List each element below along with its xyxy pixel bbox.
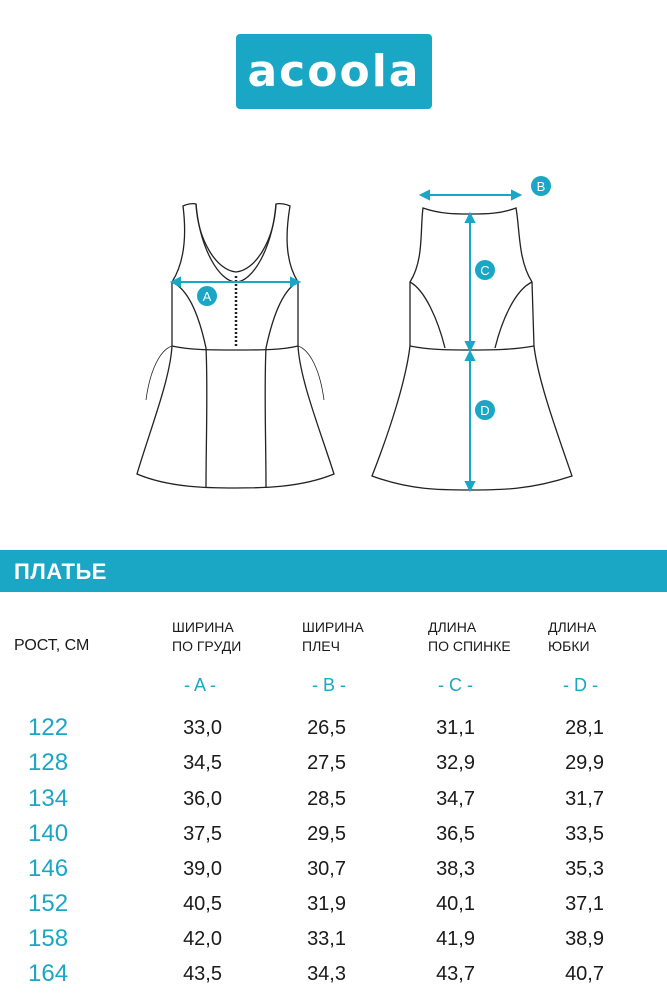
column-letter-b: - B - xyxy=(312,675,346,695)
cell-a: 40,5 xyxy=(183,893,222,915)
column-header-d xyxy=(548,618,596,656)
column-header-c xyxy=(428,618,511,656)
column-header-a xyxy=(172,618,241,656)
cell-d: 29,9 xyxy=(565,752,604,774)
marker-c xyxy=(475,260,495,280)
row-height: 152 xyxy=(28,890,69,917)
front-waist-seam xyxy=(172,346,298,350)
cell-a: 33,0 xyxy=(183,717,222,739)
cell-b: 26,5 xyxy=(307,717,346,739)
cell-a: 37,5 xyxy=(183,823,222,845)
row-height: 146 xyxy=(28,855,69,882)
svg-text:D: D xyxy=(480,403,490,418)
cell-c: 32,9 xyxy=(436,752,475,774)
cell-d: 31,7 xyxy=(565,788,604,810)
back-side-left xyxy=(410,282,445,348)
cell-a: 42,0 xyxy=(183,928,222,950)
cell-b: 28,5 xyxy=(307,788,346,810)
column-header-a-line1: ШИРИНА xyxy=(172,619,234,635)
front-neckline-inner xyxy=(196,204,276,272)
cell-c: 40,1 xyxy=(436,893,475,915)
cell-c: 34,7 xyxy=(436,788,475,810)
cell-d: 38,9 xyxy=(565,928,604,950)
cell-c: 36,5 xyxy=(436,823,475,845)
row-header-height: РОСТ, СМ xyxy=(14,637,90,654)
column-header-b xyxy=(302,618,364,656)
table-row xyxy=(0,890,667,924)
svg-text:A: A xyxy=(202,289,212,304)
column-header-a-line2: ПО ГРУДИ xyxy=(172,638,242,654)
column-header-d-line1: ДЛИНА xyxy=(548,619,597,635)
column-header-b-line2: ПЛЕЧ xyxy=(302,638,340,654)
back-side-right xyxy=(495,282,532,348)
page-title: ПЛАТЬЕ xyxy=(14,559,107,584)
front-panel-left xyxy=(172,282,207,488)
back-dress-outline xyxy=(372,208,572,490)
cell-d: 35,3 xyxy=(565,858,604,880)
row-height: 122 xyxy=(28,714,69,741)
row-height: 164 xyxy=(28,960,69,987)
marker-b xyxy=(531,176,551,196)
dress-diagram xyxy=(0,170,667,500)
cell-a: 39,0 xyxy=(183,858,222,880)
row-height: 158 xyxy=(28,925,69,952)
column-header-c-line1: ДЛИНА xyxy=(428,619,477,635)
column-letter-d: - D - xyxy=(563,675,598,695)
column-header-d-line2: ЮБКИ xyxy=(548,638,590,654)
cell-c: 31,1 xyxy=(436,717,475,739)
cell-b: 31,9 xyxy=(307,893,346,915)
table-row xyxy=(0,749,667,783)
table-row xyxy=(0,960,667,994)
front-panel-right xyxy=(265,282,298,488)
title-bar xyxy=(0,550,667,592)
cell-b: 34,3 xyxy=(307,963,346,985)
table-row xyxy=(0,925,667,959)
table-row xyxy=(0,855,667,889)
cell-d: 28,1 xyxy=(565,717,604,739)
marker-a xyxy=(197,286,217,306)
cell-b: 33,1 xyxy=(307,928,346,950)
cell-b: 30,7 xyxy=(307,858,346,880)
svg-text:C: C xyxy=(480,263,490,278)
cell-b: 29,5 xyxy=(307,823,346,845)
cell-d: 37,1 xyxy=(565,893,604,915)
column-letter-a: - A - xyxy=(184,675,217,695)
marker-d xyxy=(475,400,495,420)
logo-text: acoola xyxy=(247,45,421,97)
cell-a: 43,5 xyxy=(183,963,222,985)
table-row xyxy=(0,785,667,819)
cell-c: 38,3 xyxy=(436,858,475,880)
row-height: 134 xyxy=(28,785,69,812)
cell-d: 33,5 xyxy=(565,823,604,845)
column-header-b-line1: ШИРИНА xyxy=(302,619,364,635)
cell-d: 40,7 xyxy=(565,963,604,985)
row-height: 128 xyxy=(28,749,69,776)
column-header-c-line2: ПО СПИНКЕ xyxy=(428,638,511,654)
cell-a: 36,0 xyxy=(183,788,222,810)
svg-text:B: B xyxy=(536,179,546,194)
table-row xyxy=(0,714,667,748)
brand-logo xyxy=(236,34,432,109)
cell-c: 41,9 xyxy=(436,928,475,950)
cell-a: 34,5 xyxy=(183,752,222,774)
table-row xyxy=(0,820,667,854)
column-letter-c: - C - xyxy=(438,675,473,695)
row-height: 140 xyxy=(28,820,69,847)
cell-b: 27,5 xyxy=(307,752,346,774)
cell-c: 43,7 xyxy=(436,963,475,985)
